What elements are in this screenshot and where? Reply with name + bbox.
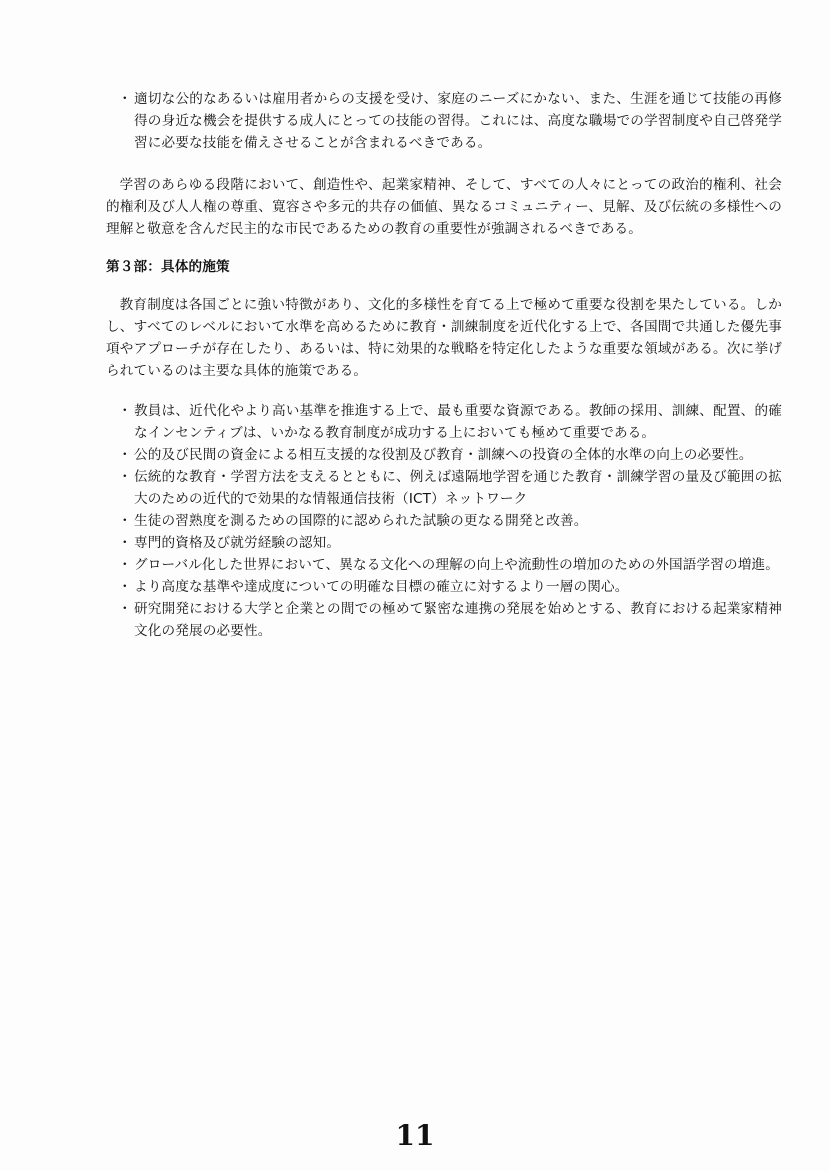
measure-item: ・ 研究開発における大学と企業との間での極めて緊密な連携の発展を始めとする、教育における起業家精神文化の発展の必要性。 [106, 598, 782, 642]
measure-item: ・ より高度な基準や達成度についての明確な目標の確立に対するより一層の関心。 [106, 576, 782, 598]
measure-item: ・ 伝統的な教育・学習方法を支えるとともに、例えば遠隔地学習を通じた教育・訓練学習の量及び範囲の拡大のための近代的で効果的な情報通信技術（ICT）ネットワーク [106, 466, 782, 510]
paragraph-democratic-citizenship: 学習のあらゆる段階において、創造性や、起業家精神、そして、すべての人々にとっての政治的権利、社会的権利及び人人権の尊重、寛容さや多元的共存の価値、異なるコミュニティー、見解、及び伝統の多様性への理解と敬意を含んだ民主的な市民であるための教育の重要性が強調されるべきである。 [106, 177, 782, 237]
measure-item: ・ 教員は、近代化やより高い基準を推進する上で、最も重要な資源である。教師の採用、訓練、配置、的確なインセンティブは、いかなる教育制度が成功する上においても極めて重要である。 [106, 400, 782, 444]
section-heading: 第３部：具体的施策 [106, 259, 230, 275]
paragraph-education-systems: 教育制度は各国ごとに強い特徴があり、文化的多様性を育てる上で極めて重要な役割を果たしている。しかし、すべてのレベルにおいて水準を高めるために教育・訓練制度を近代化する上で、各国間で共通した優先事項やアプローチが存在したり、あるいは、特に効果的な戦略を特定化したような重要な領域がある。次に挙げられているのは主要な具体的施策である。 [106, 297, 782, 379]
page-number: 11 [395, 1119, 435, 1152]
measure-item: ・ 生徒の習熟度を測るための国際的に認められた試験の更なる開発と改善。 [106, 510, 782, 532]
document-body [106, 88, 782, 642]
measure-item: ・ 専門的資格及び就労経験の認知。 [106, 532, 782, 554]
measure-item: ・ グローバル化した世界において、異なる文化への理解の向上や流動性の増加のための外国語学習の増進。 [106, 554, 782, 576]
intro-bullet-list [106, 88, 782, 154]
measure-item: ・ 公的及び民間の資金による相互支援的な役割及び教育・訓練への投資の全体的水準の向上の必要性。 [106, 444, 782, 466]
measures-list [106, 400, 782, 642]
intro-bullet-item: ・ 適切な公的なあるいは雇用者からの支援を受け、家庭のニーズにかない、また、生涯を通じて技能の再修得の身近な機会を提供する成人にとっての技能の習得。これには、高度な職場での学習制度や自己啓発学習に必要な技能を備えさせることが含まれるべきである。 [106, 88, 782, 154]
